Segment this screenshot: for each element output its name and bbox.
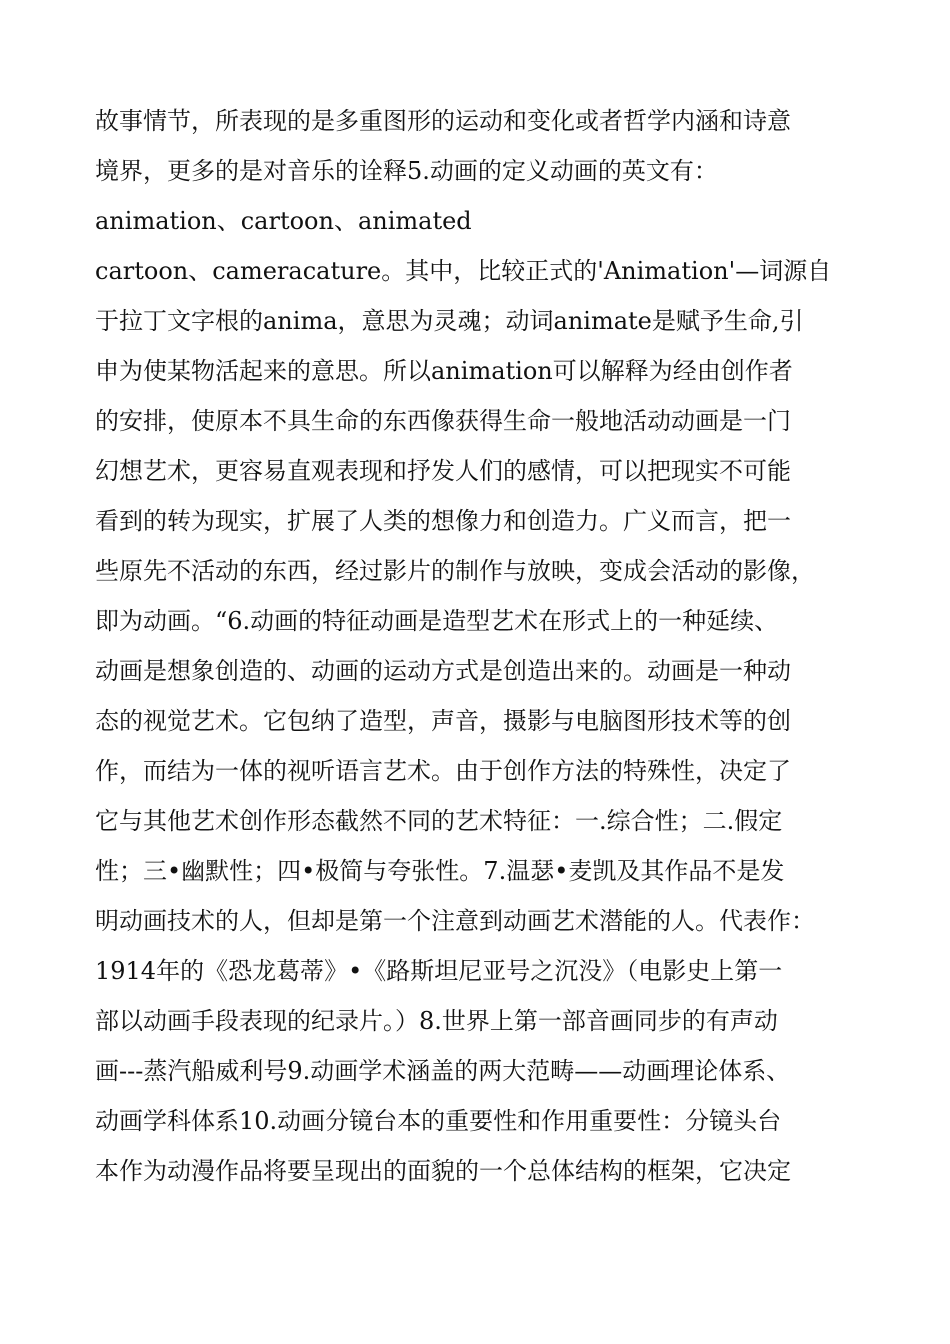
text-line: 看到的转为现实，扩展了人类的想像力和创造力。广义而言，把一 — [95, 507, 791, 535]
text-line: 明动画技术的人，但却是第一个注意到动画艺术潜能的人。代表作： — [95, 907, 815, 935]
text-line: 1914年的《恐龙葛蒂》•《路斯坦尼亚号之沉没》（电影史上第一 — [95, 957, 783, 985]
text-line: 幻想艺术，更容易直观表现和抒发人们的感情，可以把现实不可能 — [95, 457, 791, 485]
text-line: 动画学科体系10.动画分镜台本的重要性和作用重要性：分镜头台 — [95, 1107, 782, 1135]
text-line: 态的视觉艺术。它包纳了造型，声音，摄影与电脑图形技术等的创 — [95, 707, 791, 735]
text-line: animation、cartoon、animated — [95, 207, 472, 235]
text-line: 的安排，使原本不具生命的东西像获得生命一般地活动动画是一门 — [95, 407, 791, 435]
text-line: 申为使某物活起来的意思。所以animation可以解释为经由创作者 — [95, 357, 793, 385]
text-line: 部以动画手段表现的纪录片。）8.世界上第一部音画同步的有声动 — [95, 1007, 778, 1035]
text-line: 些原先不活动的东西，经过影片的制作与放映，变成会活动的影像， — [95, 557, 815, 585]
text-line: 即为动画。“6.动画的特征动画是造型艺术在形式上的一种延续、 — [95, 607, 779, 635]
text-line: 画---蒸汽船威利号9.动画学术涵盖的两大范畴——动画理论体系、 — [95, 1057, 791, 1085]
text-line: 作，而结为一体的视听语言艺术。由于创作方法的特殊性，决定了 — [95, 757, 791, 785]
text-line: cartoon、cameracature。其中，比较正式的'Animation'—词源自 — [95, 257, 832, 285]
text-line: 它与其他艺术创作形态截然不同的艺术特征：一.综合性；二.假定 — [95, 807, 783, 835]
text-line: 于拉丁文字根的anima，意思为灵魂；动词animate是赋予生命,引 — [95, 307, 804, 335]
text-line: 本作为动漫作品将要呈现出的面貌的一个总体结构的框架，它决定 — [95, 1157, 791, 1185]
text-line: 性；三•幽默性；四•极简与夸张性。7.温瑟•麦凯及其作品不是发 — [95, 857, 785, 885]
text-line: 动画是想象创造的、动画的运动方式是创造出来的。动画是一种动 — [95, 657, 791, 685]
text-line: 故事情节，所表现的是多重图形的运动和变化或者哲学内涵和诗意 — [95, 107, 791, 135]
body-text — [95, 96, 865, 1196]
text-line: 境界，更多的是对音乐的诠释5.动画的定义动画的英文有： — [95, 157, 718, 185]
